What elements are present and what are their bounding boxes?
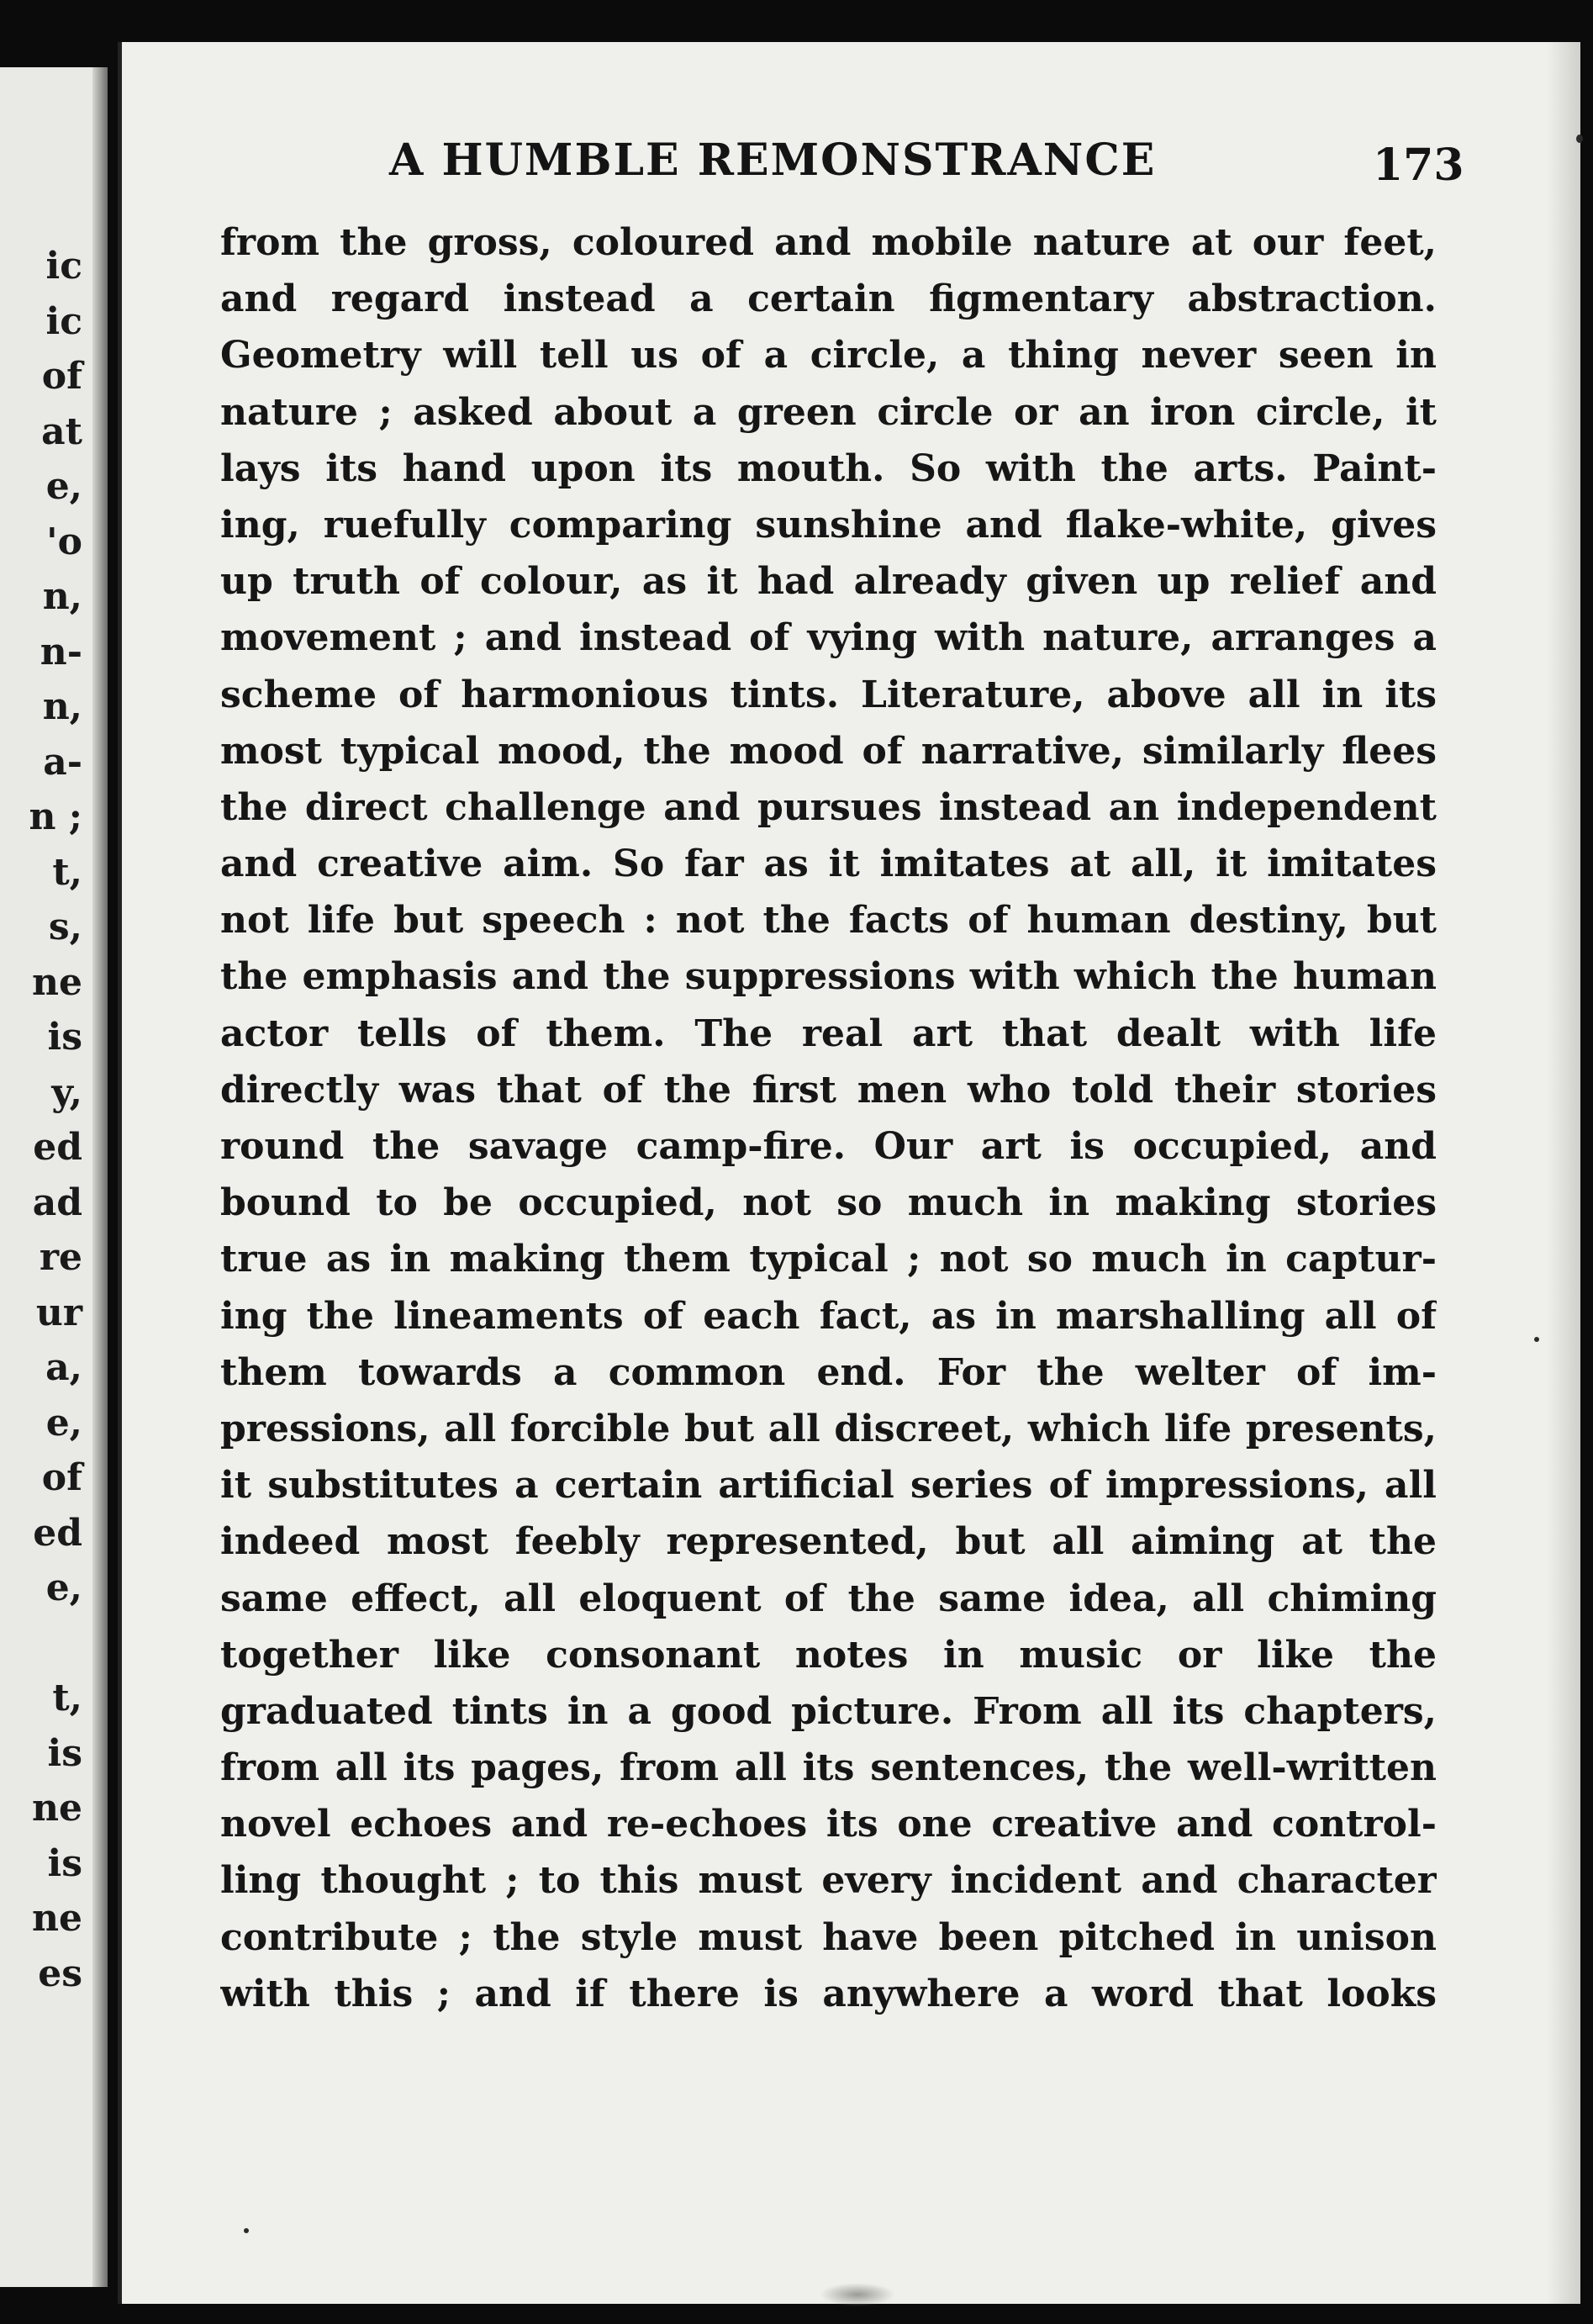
text-line: ing, ruefully comparing sunshine and flake-white, gives (220, 503, 1437, 547)
text-line: round the savage camp-fire. Our art is occupied, and (220, 1125, 1437, 1168)
facing-page-fragment: ad (32, 1180, 82, 1224)
facing-page-fragment: n ; (29, 795, 82, 838)
facing-page-fragment: t, (52, 1677, 82, 1719)
facing-page-edge (0, 67, 108, 2287)
facing-page-fragment: n- (40, 630, 82, 673)
text-line: movement ; and instead of vying with nature, arranges a (220, 616, 1437, 660)
text-line: from the gross, coloured and mobile nature at our feet, (220, 221, 1437, 264)
text-line: and creative aim. So far as it imitates at all, it imitates (220, 842, 1437, 886)
text-line: lays its hand upon its mouth. So with the arts. Paint- (220, 446, 1437, 490)
ink-speck (244, 2228, 249, 2233)
text-line: ling thought ; to this must every incident and character (220, 1859, 1437, 1903)
running-head (389, 135, 1465, 202)
facing-page-fragment: n, (42, 575, 82, 618)
text-line: together like consonant notes in music or like the (220, 1633, 1437, 1677)
facing-page-fragment: is (47, 1016, 82, 1059)
page-edge-shadow (1547, 42, 1580, 2304)
text-line: indeed most feebly represented, but all aiming at the (220, 1520, 1437, 1564)
page-number: 173 (1373, 140, 1464, 191)
text-line: most typical mood, the mood of narrative, similarly flees (220, 729, 1437, 773)
text-line: same effect, all eloquent of the same idea, all chiming (220, 1577, 1437, 1620)
facing-page-fragment: a- (43, 740, 82, 784)
text-line: pressions, all forcible but all discreet, which life presents, (220, 1407, 1437, 1450)
text-line: nature ; asked about a green circle or an iron circle, it (220, 390, 1437, 434)
text-line: Geometry will tell us of a circle, a thing never seen in (220, 334, 1437, 378)
facing-page-fragment: ne (32, 1897, 82, 1940)
facing-page-fragment: is (47, 1731, 82, 1775)
facing-page-fragment: ed (33, 1126, 82, 1169)
text-line: novel echoes and re-echoes its one creative and control- (220, 1803, 1437, 1846)
facing-page-fragment: ne (32, 1787, 82, 1830)
text-line: and regard instead a certain figmentary abstraction. (220, 277, 1437, 321)
facing-page-fragment: es (38, 1952, 82, 1995)
text-line: ing the lineaments of each fact, as in marshalling all of (220, 1294, 1437, 1338)
body-text (220, 214, 1437, 2022)
text-line: bound to be occupied, not so much in making stories (220, 1181, 1437, 1225)
book-page (118, 42, 1580, 2304)
text-line: scheme of harmonious tints. Literature, above all in its (220, 673, 1437, 716)
facing-page-fragment: t, (52, 850, 82, 894)
facing-page-fragment: ne (32, 960, 82, 1004)
facing-page-fragment: at (41, 409, 82, 453)
facing-page-fragment: ed (33, 1511, 82, 1555)
text-line: the direct challenge and pursues instead an independent (220, 785, 1437, 829)
facing-page-fragment: ic (45, 245, 82, 288)
text-line: contribute ; the style must have been pitched in unison (220, 1915, 1437, 1959)
text-line: up truth of colour, as it had already given up relief and (220, 560, 1437, 604)
ink-speck (1534, 1337, 1539, 1342)
text-line: the emphasis and the suppressions with which the human (220, 955, 1437, 999)
facing-page-fragment: of (41, 1456, 82, 1499)
gutter-shadow (92, 67, 108, 2287)
facing-page-fragment: 'o (46, 520, 82, 563)
facing-page-fragment: e, (45, 1566, 82, 1609)
text-line: it substitutes a certain artificial series of impressions, all (220, 1464, 1437, 1508)
facing-page-fragment: e, (45, 465, 82, 508)
running-title: A HUMBLE REMONSTRANCE (389, 135, 1157, 186)
facing-page-fragment: y, (51, 1070, 82, 1114)
facing-page-fragment: re (39, 1236, 82, 1279)
ink-speck (1576, 135, 1583, 143)
text-line: from all its pages, from all its sentences, the well-written (220, 1746, 1437, 1790)
facing-page-fragment: e, (45, 1401, 82, 1445)
text-line: not life but speech : not the facts of human destiny, but (220, 899, 1437, 943)
text-line: true as in making them typical ; not so much in captur- (220, 1238, 1437, 1281)
page-smudge (820, 2283, 895, 2306)
facing-page-fragment: n, (42, 685, 82, 728)
text-line: with this ; and if there is anywhere a word that looks (220, 1972, 1437, 2015)
text-line: actor tells of them. The real art that dealt with life (220, 1011, 1437, 1055)
facing-page-fragment: s, (48, 906, 82, 948)
facing-page-fragment: ic (45, 299, 82, 343)
text-line: directly was that of the first men who told their stories (220, 1068, 1437, 1112)
text-line: graduated tints in a good picture. From all its chapters, (220, 1689, 1437, 1733)
facing-page-fragment: of (41, 355, 82, 398)
facing-page-fragment: ur (35, 1291, 82, 1334)
text-line: them towards a common end. For the welter of im- (220, 1350, 1437, 1394)
facing-page-fragment: a, (45, 1346, 82, 1389)
facing-page-fragment: is (47, 1841, 82, 1885)
